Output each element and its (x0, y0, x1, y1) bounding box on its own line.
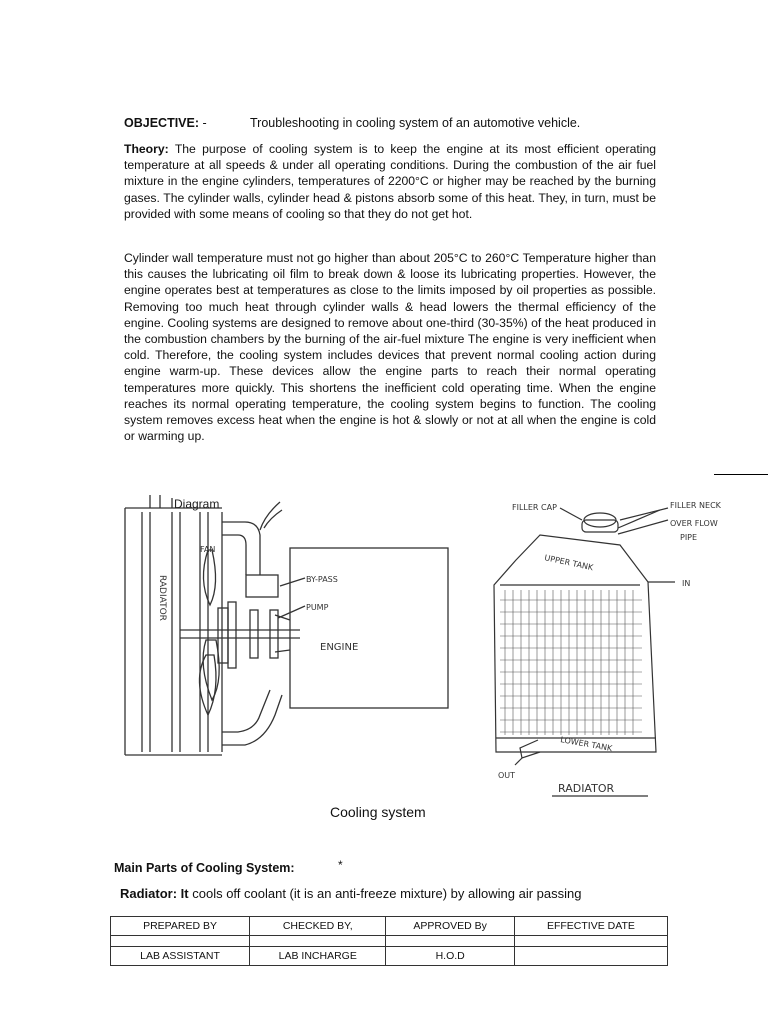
table-cell: LAB INCHARGE (250, 947, 386, 966)
objective-dash: - (202, 116, 207, 130)
cylinder-paragraph: Cylinder wall temperature must not go higher than about 205°C to 260°C Temperature higher than this causes the lubricating oil film to break down & loose its lubricating properties. However, the engine operates best at temperatures as close to the limits imposed by oil properties as possible. Removing too much heat through cylinder walls & head lowers the thermal efficiency of the engine. Cooling systems are designed to remove about one-third (30-35%) of the heat produced in the combustion chambers by the burning of the air-fuel mixture The engine is very inefficient when cold. Therefore, the cooling system includes devices that prevent normal cooling action during engine warm-up. These devices allow the engine parts to reach their normal operating temperatures more quickly. This shortens the inefficient cold operating time. When the engine reaches its normal operating temperature, the cooling system begins to function. The cooling system removes excess heat when the engine is hot & slowly or not at all when the engine is cold or warming up. (124, 251, 656, 444)
cooling-system-diagram (120, 490, 721, 810)
objective-text: Troubleshooting in cooling system of an automotive vehicle. (250, 116, 581, 130)
signoff-table (110, 916, 668, 966)
radiator-core-grid (500, 590, 642, 735)
table-cell (386, 936, 514, 947)
table-cell: PREPARED BY (111, 917, 250, 936)
table-cell (111, 936, 250, 947)
radiator-title: RADIATOR (558, 782, 615, 795)
table-cell: H.O.D (386, 947, 514, 966)
radiator-desc-text: cools off coolant (it is an anti-freeze mixture) by allowing air passing (188, 886, 582, 901)
table-row (111, 936, 668, 947)
theory-label: Theory: (124, 142, 169, 156)
objective-label: OBJECTIVE: (124, 116, 200, 130)
lower-tank-label: LOWER TANK (559, 735, 613, 754)
overflow-label-2: PIPE (680, 533, 698, 542)
table-cell: EFFECTIVE DATE (514, 917, 667, 936)
filler-neck-label: FILLER NECK (670, 501, 721, 510)
engine-label: ENGINE (320, 642, 359, 653)
bypass-label: BY-PASS (306, 575, 338, 584)
table-row (111, 917, 668, 936)
filler-cap-label: FILLER CAP (512, 503, 557, 512)
objective-line (124, 116, 581, 130)
figure-caption: Cooling system (330, 804, 426, 820)
overflow-label-1: OVER FLOW (670, 519, 718, 528)
asterisk-mark: * (338, 858, 343, 872)
radiator-description (120, 886, 581, 901)
table-cell: LAB ASSISTANT (111, 947, 250, 966)
table-row (111, 947, 668, 966)
table-cell: APPROVED By (386, 917, 514, 936)
main-parts-heading: Main Parts of Cooling System: (114, 861, 295, 875)
in-label: IN (682, 579, 691, 588)
upper-tank-label: UPPER TANK (543, 553, 595, 573)
table-cell (250, 936, 386, 947)
radiator-vertical-label: RADIATOR (157, 575, 167, 621)
theory-text: The purpose of cooling system is to keep the engine at its most efficient operating temperature at all speeds & under all operating conditions. During the combustion of the air fuel mixture in the engine cylinders, temperatures of 2200°C or higher may be reached by the burning gases. The cylinder walls, cylinder head & pistons absorb some of this heat. They, in turn, must be provided with some means of cooling so that they do not get hot. (124, 142, 656, 221)
pump-label: PUMP (306, 603, 329, 612)
theory-paragraph (124, 141, 656, 222)
table-cell (514, 936, 667, 947)
fan-label: FAN (200, 545, 216, 554)
table-cell (514, 947, 667, 966)
out-label: OUT (498, 771, 516, 780)
margin-rule (714, 474, 768, 475)
radiator-desc-label: Radiator: It (120, 886, 189, 901)
table-cell: CHECKED BY, (250, 917, 386, 936)
diagram-title: Diagram (174, 497, 220, 511)
